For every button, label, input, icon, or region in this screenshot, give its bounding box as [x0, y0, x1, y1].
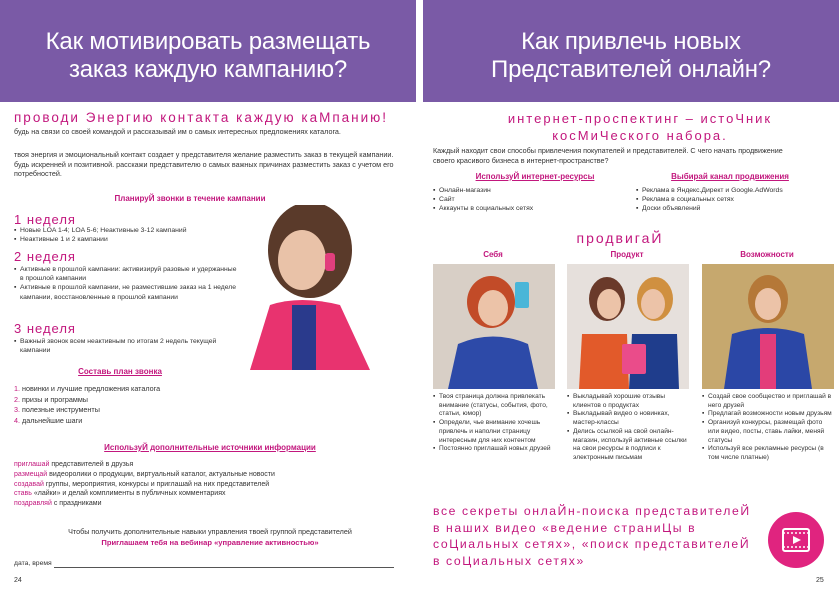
left-page-number: 24: [14, 577, 22, 584]
right-page-number: 25: [816, 577, 824, 584]
self-item: ▪ Определи, чье внимание хочешь привлечь и наполни страницу интересным для них контентом: [433, 419, 557, 445]
product-illustration: [567, 264, 689, 389]
self-list: [433, 393, 557, 454]
video-play-icon[interactable]: [768, 512, 824, 568]
selfie-illustration: [433, 264, 555, 389]
week-3-title: 3 неделя: [14, 321, 76, 336]
plan-item: 3. полезные инструменты: [14, 405, 100, 414]
product-item: ▪ Выкладывай хорошие отзывы клиентов о продуктах: [567, 393, 691, 410]
column-title-opportunities: Возможности: [740, 250, 794, 259]
extra-sources-title: ИспользуЙ дополнительные источники информации: [104, 443, 316, 452]
extra-sources-list: [14, 460, 394, 509]
channel-item: ▪ Реклама в Яндекс.Директ и Google.AdWords: [636, 186, 836, 195]
plan-list: [14, 384, 234, 426]
video-secrets-text: все секреты онлаЙн-поиска представителеЙ в наших видео «ведение страниЦы в соЦиальных сетях», «поиск представителеЙ в соЦиальных сетях»: [433, 504, 751, 568]
webinar-invite: Приглашаем тебя на вебинар «управление активностью»: [101, 538, 319, 547]
channel-item: ▪ Реклама в социальных сетях: [636, 195, 836, 204]
product-list: [567, 393, 691, 463]
week-1-title: 1 неделя: [14, 212, 76, 227]
date-label: дата, время: [14, 560, 52, 567]
left-header-title: Как мотивировать размещать заказ каждую кампанию?: [45, 28, 371, 83]
plan-calls-title: ПланируЙ звонки в течение кампании: [114, 194, 266, 203]
resource-item: ▪ Сайт: [433, 195, 613, 204]
opportunities-illustration: [702, 264, 834, 389]
column-title-product: Продукт: [610, 250, 644, 259]
resources-title: ИспользуЙ интернет-ресурсы: [475, 172, 595, 181]
left-intro-2: твоя энергия и эмоциональный контакт создает у представителя желание разместить заказ в текущей кампании. будь искренней и позитивной. расскажи представителю о самых важных причинах разместить заказ с учетом его потребностей.: [14, 150, 394, 179]
extra-item: ставь «лайки» и делай комплименты в публичных комментариях: [14, 490, 226, 498]
column-title-self: Себя: [483, 250, 503, 259]
week-1-list: [14, 226, 239, 244]
week-2-item: ▪ Активные в прошлой кампании, не разместившие заказ на 1 неделе кампании, восстановленные в прошлой кампании: [14, 283, 239, 301]
channel-list: [636, 186, 836, 214]
selfie-photo: [433, 264, 555, 389]
plan-title: Составь план звонка: [78, 367, 162, 376]
self-item: ▪ Постоянно приглашай новых друзей: [433, 445, 557, 454]
left-intro-1: будь на связи со своей командой и рассказывай им о самых интересных предложениях каталога.: [14, 127, 341, 136]
date-line: [54, 567, 394, 568]
left-header: [0, 0, 416, 102]
resource-item: ▪ Аккаунты в социальных сетях: [433, 204, 613, 213]
extra-item: создавай группы, мероприятия, конкурсы и приглашай на них представителей: [14, 480, 270, 488]
week-2-title: 2 неделя: [14, 249, 76, 264]
opportunities-list: [702, 393, 834, 463]
week-1-item: ▪ Новые LOA 1-4; LOA 5-6; Неактивные 3-12 кампаний: [14, 226, 239, 235]
week-1-item: ▪ Неактивные 1 и 2 кампании: [14, 235, 239, 244]
right-section-title: интернет-проспектинг – истоЧник косМиЧеского набора.: [507, 111, 773, 143]
channel-title: Выбирай канал продвижения: [671, 172, 789, 181]
plan-item: 4. дальнейшие шаги: [14, 415, 83, 425]
extra-item: поздравляй с праздниками: [14, 500, 102, 508]
left-section-title: проводи Энергию контакта каждую каМпанию!: [14, 110, 389, 125]
promote-title: продвигаЙ: [576, 230, 664, 246]
video-play-icon-svg: [768, 512, 824, 568]
webinar-line: Чтобы получить дополнительные навыки управления твоей группой представителей: [68, 527, 352, 536]
header-gap: [416, 0, 423, 102]
opportunities-item: ▪ Создай свое сообщество и приглашай в него друзей: [702, 393, 834, 410]
product-item: ▪ Делись ссылкой на свой онлайн-магазин, используй активные ссылки на свои ресурсы в подписи к электронным письмам: [567, 428, 691, 463]
week-2-list: [14, 265, 239, 302]
right-header: [423, 0, 839, 102]
right-intro: Каждый находит свои способы привлечения покупателей и представителей. С чего начать продвижение своего красивого бизнеса в интернет-пространстве?: [433, 146, 783, 165]
extra-item: приглашай представителей в друзья: [14, 461, 134, 468]
week-3-item: ▪ Важный звонок всем неактивным по итогам 2 недель текущей кампании: [14, 337, 224, 355]
woman-on-phone-photo: [230, 205, 415, 370]
plan-item: 1. новинки и лучшие предложения каталога: [14, 384, 161, 393]
week-3-list: [14, 337, 224, 355]
opportunities-photo: [702, 264, 834, 389]
woman-illustration: [230, 205, 415, 370]
plan-item: 2. призы и программы: [14, 394, 88, 404]
opportunities-item: ▪ Используй все рекламные ресурсы (в том числе платные): [702, 445, 834, 462]
resources-list: [433, 186, 613, 214]
right-header-title: Как привлечь новых Представителей онлайн?: [491, 28, 771, 83]
resource-item: ▪ Онлайн-магазин: [433, 186, 613, 195]
product-photo: [567, 264, 689, 389]
product-item: ▪ Выкладывай видео о новинках, мастер-классы: [567, 410, 691, 427]
opportunities-item: ▪ Организуй конкурсы, размещай фото или видео, посты, ставь лайки, меняй статусы: [702, 419, 834, 445]
extra-item: размещай видеоролики о продукции, виртуальный каталог, актуальные новости: [14, 470, 275, 478]
self-item: ▪ Твоя страница должна привлекать внимание (статусы, события, фото, статьи, юмор): [433, 393, 557, 419]
opportunities-item: ▪ Предлагай возможности новым друзьям: [702, 410, 834, 419]
channel-item: ▪ Доски объявлений: [636, 204, 836, 213]
week-2-item: ▪ Активные в прошлой кампании: активизируй разовые и удержанные в прошлой кампании: [14, 265, 239, 283]
